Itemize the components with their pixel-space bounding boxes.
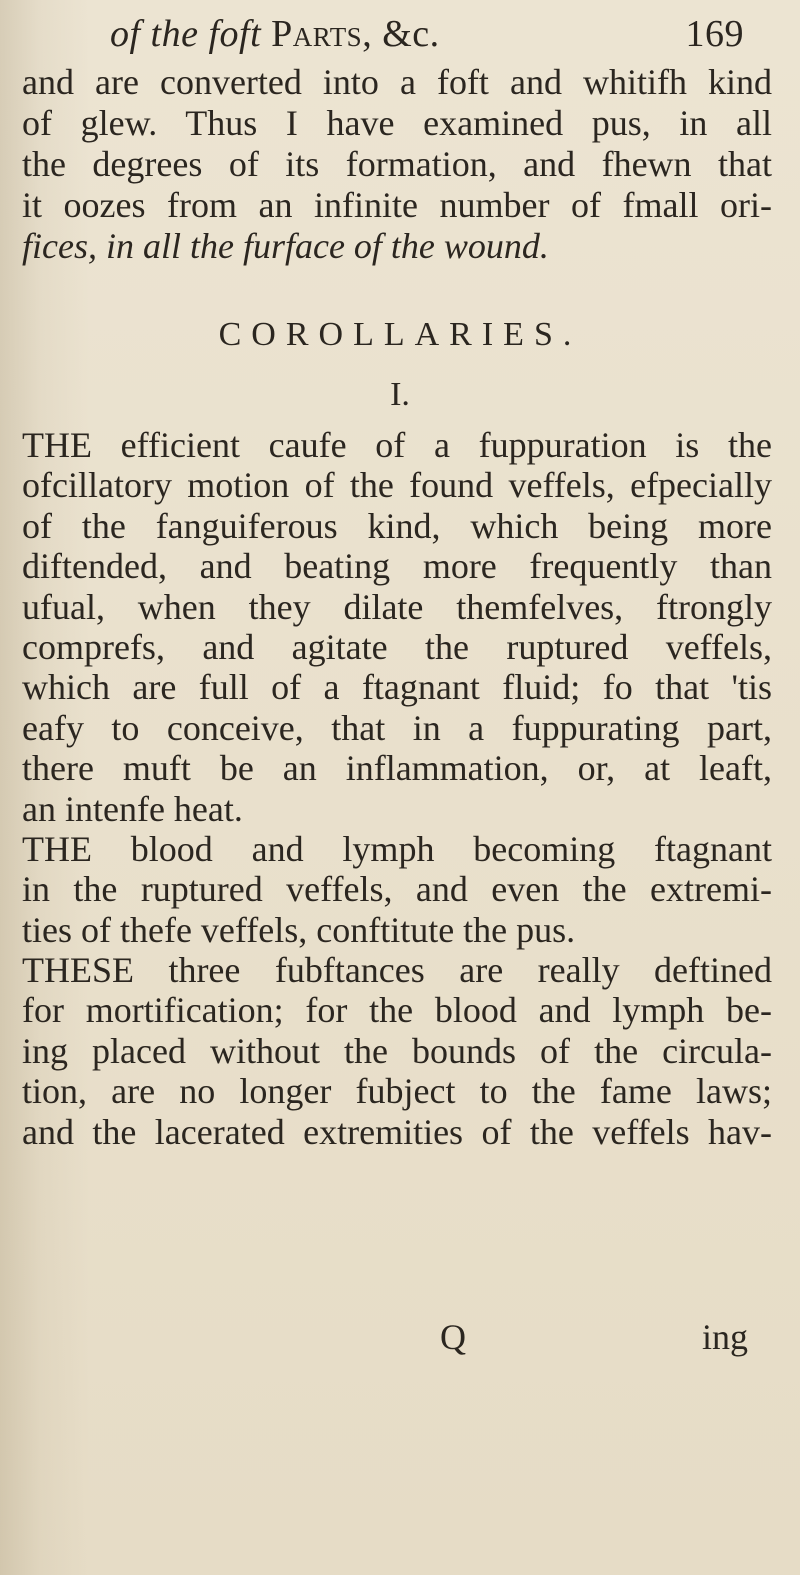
text-line: ties of thefe veffels, conftitute the pus. bbox=[22, 909, 576, 950]
intro-paragraph bbox=[22, 62, 772, 267]
text-line: ufual, when they dilate themfelves, ftrongly bbox=[22, 586, 772, 627]
text-line: tion, are no longer fubject to the fame laws; bbox=[22, 1071, 772, 1112]
text-line: for mortification; for the blood and lymph be- bbox=[22, 990, 772, 1031]
running-title: of the foft Parts, &c. bbox=[110, 13, 440, 55]
text-line: THESE three fubftances are really deftined bbox=[22, 950, 772, 991]
page-number: 169 bbox=[685, 13, 744, 55]
text-line: of glew. Thus I have examined pus, in all bbox=[22, 103, 772, 143]
text-line: the degrees of its formation, and fhewn that bbox=[22, 144, 772, 184]
text-line: fices, in all the furface of the wound. bbox=[22, 226, 549, 266]
signature-mark: Q bbox=[440, 1317, 466, 1357]
text-line: in the ruptured veffels, and even the extremi- bbox=[22, 869, 772, 910]
text-line: eafy to conceive, that in a fuppurating part, bbox=[22, 707, 772, 748]
text-line: and are converted into a foft and whitifh kind bbox=[22, 62, 772, 102]
text-line: comprefs, and agitate the ruptured veffels, bbox=[22, 626, 772, 667]
text-line: an intenfe heat. bbox=[22, 788, 243, 829]
text-line: THE blood and lymph becoming ftagnant bbox=[22, 828, 772, 869]
catchword: ing bbox=[701, 1317, 748, 1357]
text-line: it oozes from an infinite number of fmall ori- bbox=[22, 185, 772, 225]
text-line: and the lacerated extremities of the veffels hav- bbox=[22, 1111, 772, 1152]
running-head bbox=[70, 12, 770, 62]
text-line: THE efficient caufe of a fuppuration is the bbox=[22, 425, 772, 465]
text-line: ing placed without the bounds of the circula- bbox=[22, 1030, 772, 1071]
corollaries-text bbox=[22, 425, 772, 1152]
text-line: of the fanguiferous kind, which being more bbox=[22, 505, 772, 546]
text-line: which are full of a ftagnant fluid; fo that 'tis bbox=[22, 667, 772, 708]
text-line: there muft be an inflammation, or, at leaft, bbox=[22, 748, 772, 789]
text-line: ofcillatory motion of the found veffels, efpecially bbox=[22, 465, 772, 506]
text-line: diftended, and beating more frequently than bbox=[22, 546, 772, 587]
page-footer bbox=[20, 1316, 770, 1356]
section-heading: COROLLARIES. bbox=[218, 316, 582, 353]
section-numeral: I. bbox=[390, 376, 410, 413]
